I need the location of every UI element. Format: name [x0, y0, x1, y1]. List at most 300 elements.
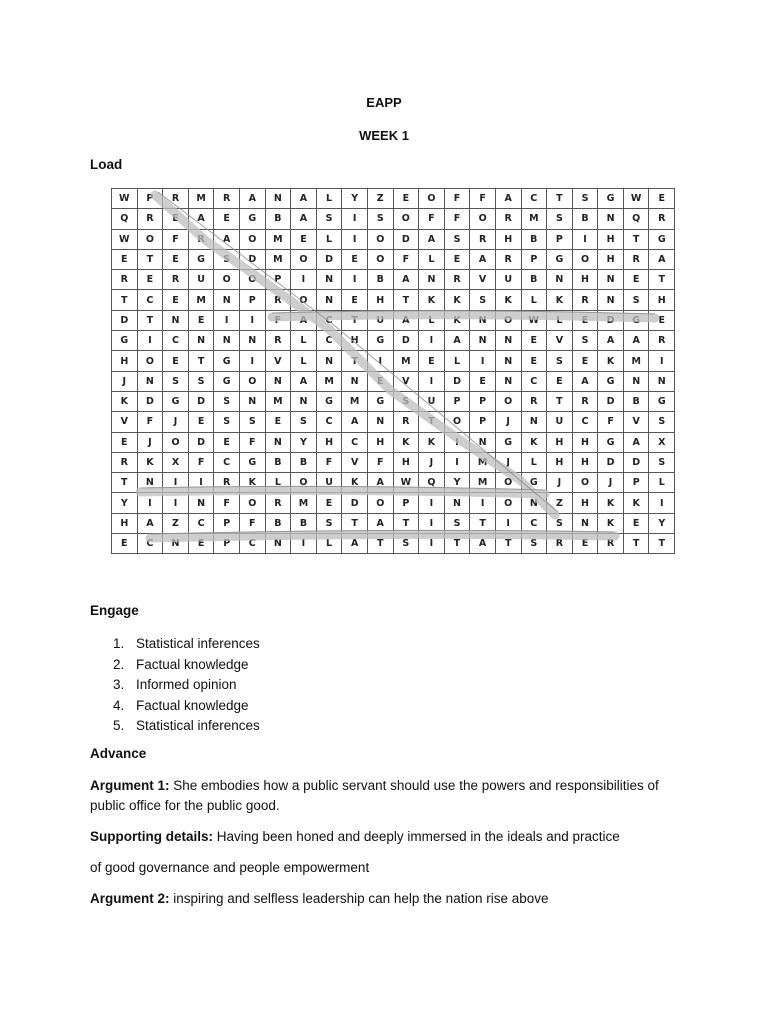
grid-cell: H [572, 270, 598, 290]
grid-cell: T [137, 310, 163, 330]
grid-cell: T [623, 229, 649, 249]
grid-cell: R [112, 270, 138, 290]
grid-cell: H [572, 452, 598, 472]
grid-cell: T [623, 534, 649, 554]
grid-cell: C [188, 513, 214, 533]
grid-cell: I [419, 371, 445, 391]
grid-cell: E [649, 189, 675, 209]
grid-row [112, 473, 675, 493]
grid-cell: L [419, 310, 445, 330]
grid-cell: E [547, 371, 573, 391]
grid-cell: E [112, 534, 138, 554]
grid-cell: P [137, 189, 163, 209]
grid-row [112, 493, 675, 513]
grid-cell: A [137, 513, 163, 533]
grid-cell: S [547, 351, 573, 371]
grid-cell: R [572, 391, 598, 411]
grid-cell: T [112, 290, 138, 310]
grid-cell: N [470, 310, 496, 330]
grid-cell: N [598, 290, 624, 310]
grid-cell: K [444, 310, 470, 330]
grid-cell: E [163, 249, 189, 269]
grid-cell: Y [291, 432, 317, 452]
grid-cell: I [137, 493, 163, 513]
grid-cell: V [623, 412, 649, 432]
list-item: 3. Informed opinion [113, 677, 237, 692]
grid-cell: Q [623, 209, 649, 229]
grid-cell: S [623, 290, 649, 310]
grid-cell: F [163, 229, 189, 249]
supporting-details: Supporting details: Having been honed and deeply immersed in the ideals and practice [90, 829, 620, 844]
grid-cell: S [393, 391, 419, 411]
grid-cell: J [547, 473, 573, 493]
grid-cell: O [495, 493, 521, 513]
grid-cell: N [495, 331, 521, 351]
grid-cell: O [239, 229, 265, 249]
grid-cell: O [367, 493, 393, 513]
grid-cell: Y [649, 513, 675, 533]
grid-cell: G [367, 331, 393, 351]
grid-cell: O [291, 290, 317, 310]
grid-cell: C [163, 331, 189, 351]
grid-cell: D [137, 391, 163, 411]
grid-cell: A [291, 371, 317, 391]
grid-cell: T [470, 513, 496, 533]
grid-cell: R [265, 331, 291, 351]
grid-cell: B [521, 270, 547, 290]
grid-cell: N [444, 493, 470, 513]
grid-cell: S [163, 371, 189, 391]
grid-cell: I [291, 270, 317, 290]
grid-cell: D [623, 452, 649, 472]
grid-cell: B [291, 452, 317, 472]
grid-row [112, 209, 675, 229]
grid-cell: D [393, 229, 419, 249]
grid-cell: G [623, 310, 649, 330]
grid-cell: S [649, 412, 675, 432]
grid-cell: S [316, 513, 342, 533]
grid-cell: I [444, 452, 470, 472]
week-label: WEEK 1 [359, 128, 409, 143]
grid-cell: N [623, 371, 649, 391]
grid-cell: O [367, 229, 393, 249]
grid-cell: Z [547, 493, 573, 513]
grid-row [112, 412, 675, 432]
grid-cell: I [470, 351, 496, 371]
grid-cell: L [316, 534, 342, 554]
grid-cell: N [342, 371, 368, 391]
grid-cell: K [598, 513, 624, 533]
grid-cell: E [367, 371, 393, 391]
grid-cell: T [649, 534, 675, 554]
grid-cell: I [419, 493, 445, 513]
grid-cell: O [419, 189, 445, 209]
grid-cell: U [188, 270, 214, 290]
grid-cell: L [444, 351, 470, 371]
grid-cell: C [316, 412, 342, 432]
grid-cell: M [291, 493, 317, 513]
grid-row [112, 452, 675, 472]
grid-cell: K [521, 432, 547, 452]
grid-cell: A [188, 209, 214, 229]
grid-cell: S [188, 371, 214, 391]
grid-cell: N [572, 513, 598, 533]
grid-cell: W [521, 310, 547, 330]
grid-cell: L [316, 189, 342, 209]
grid-cell: L [291, 351, 317, 371]
grid-cell: V [393, 371, 419, 391]
grid-cell: D [342, 493, 368, 513]
grid-cell: M [265, 391, 291, 411]
grid-cell: I [342, 270, 368, 290]
grid-cell: K [112, 391, 138, 411]
grid-cell: I [419, 534, 445, 554]
grid-cell: N [470, 432, 496, 452]
grid-cell: I [419, 331, 445, 351]
grid-cell: C [316, 310, 342, 330]
grid-cell: E [163, 209, 189, 229]
grid-cell: R [572, 290, 598, 310]
grid-cell: E [649, 310, 675, 330]
grid-cell: R [137, 209, 163, 229]
grid-cell: D [598, 391, 624, 411]
grid-cell: F [265, 310, 291, 330]
grid-cell: O [444, 412, 470, 432]
grid-cell: N [265, 534, 291, 554]
grid-cell: R [188, 229, 214, 249]
grid-cell: P [470, 391, 496, 411]
grid-cell: Z [367, 189, 393, 209]
grid-cell: S [444, 229, 470, 249]
grid-row [112, 534, 675, 554]
grid-cell: H [367, 290, 393, 310]
grid-cell: L [521, 452, 547, 472]
grid-cell: L [521, 290, 547, 310]
grid-cell: A [623, 432, 649, 452]
grid-cell: U [419, 391, 445, 411]
grid-cell: M [393, 351, 419, 371]
grid-cell: C [521, 513, 547, 533]
grid-cell: R [470, 229, 496, 249]
grid-cell: C [521, 371, 547, 391]
grid-cell: A [367, 473, 393, 493]
grid-cell: G [367, 391, 393, 411]
grid-cell: Y [342, 189, 368, 209]
grid-cell: A [214, 229, 240, 249]
list-item: 4. Factual knowledge [113, 697, 249, 713]
grid-cell: G [239, 452, 265, 472]
advance-heading: Advance [90, 746, 147, 761]
grid-cell: E [623, 513, 649, 533]
grid-cell: F [214, 493, 240, 513]
grid-cell: E [521, 331, 547, 351]
grid-cell: N [163, 534, 189, 554]
grid-cell: L [547, 310, 573, 330]
grid-cell: M [521, 209, 547, 229]
grid-cell: K [137, 452, 163, 472]
grid-cell: O [495, 310, 521, 330]
grid-cell: V [547, 331, 573, 351]
grid-cell: R [598, 534, 624, 554]
grid-cell: S [470, 290, 496, 310]
grid-cell: E [188, 534, 214, 554]
grid-cell: H [342, 331, 368, 351]
grid-cell: H [649, 290, 675, 310]
grid-cell: G [649, 391, 675, 411]
grid-cell: K [342, 473, 368, 493]
doc-title: EAPP [366, 95, 402, 110]
grid-cell: O [572, 249, 598, 269]
grid-row [112, 331, 675, 351]
grid-cell: K [393, 432, 419, 452]
grid-cell: L [649, 473, 675, 493]
grid-cell: O [137, 351, 163, 371]
grid-cell: I [495, 513, 521, 533]
grid-cell: X [163, 452, 189, 472]
grid-cell: F [316, 452, 342, 472]
grid-cell: S [214, 391, 240, 411]
grid-cell: M [188, 189, 214, 209]
grid-cell: O [470, 209, 496, 229]
grid-row [112, 229, 675, 249]
grid-cell: E [291, 229, 317, 249]
grid-cell: K [598, 351, 624, 371]
grid-cell: G [598, 189, 624, 209]
grid-cell: H [547, 432, 573, 452]
grid-cell: E [521, 351, 547, 371]
grid-cell: I [444, 432, 470, 452]
grid-cell: N [137, 371, 163, 391]
grid-cell: J [495, 412, 521, 432]
grid-cell: S [547, 209, 573, 229]
grid-cell: I [367, 351, 393, 371]
grid-cell: O [495, 473, 521, 493]
grid-cell: M [470, 473, 496, 493]
grid-cell: A [572, 371, 598, 391]
grid-cell: B [572, 209, 598, 229]
grid-cell: R [623, 249, 649, 269]
grid-cell: I [163, 473, 189, 493]
grid-cell: G [598, 371, 624, 391]
grid-cell: E [214, 432, 240, 452]
grid-cell: N [495, 371, 521, 391]
grid-cell: H [572, 493, 598, 513]
grid-cell: T [393, 513, 419, 533]
grid-cell: O [291, 249, 317, 269]
grid-cell: C [342, 432, 368, 452]
grid-cell: R [112, 452, 138, 472]
grid-cell: S [316, 209, 342, 229]
grid-cell: D [188, 432, 214, 452]
grid-cell: D [598, 452, 624, 472]
grid-cell: G [239, 209, 265, 229]
grid-cell: D [239, 249, 265, 269]
grid-cell: C [521, 189, 547, 209]
grid-cell: T [367, 534, 393, 554]
grid-cell: F [419, 209, 445, 229]
grid-cell: M [188, 290, 214, 310]
grid-cell: S [291, 412, 317, 432]
grid-cell: I [470, 493, 496, 513]
grid-cell: L [291, 331, 317, 351]
grid-cell: G [598, 432, 624, 452]
grid-cell: C [214, 452, 240, 472]
grid-cell: O [291, 473, 317, 493]
grid-cell: F [188, 452, 214, 472]
grid-cell: B [265, 513, 291, 533]
grid-cell: T [112, 473, 138, 493]
grid-cell: P [214, 534, 240, 554]
grid-cell: M [316, 371, 342, 391]
grid-cell: L [316, 229, 342, 249]
grid-cell: J [163, 412, 189, 432]
grid-cell: K [419, 432, 445, 452]
grid-cell: R [649, 209, 675, 229]
grid-cell: E [188, 310, 214, 330]
grid-cell: F [444, 209, 470, 229]
grid-cell: S [521, 534, 547, 554]
grid-cell: E [419, 351, 445, 371]
grid-cell: A [367, 513, 393, 533]
grid-cell: H [112, 351, 138, 371]
grid-cell: R [521, 391, 547, 411]
argument-1: Argument 1: She embodies how a public servant should use the powers and responsibilities of public office for the public good. [90, 778, 659, 813]
grid-cell: H [112, 513, 138, 533]
grid-row [112, 290, 675, 310]
grid-cell: P [444, 391, 470, 411]
grid-cell: E [163, 351, 189, 371]
grid-cell: I [214, 310, 240, 330]
grid-cell: O [239, 270, 265, 290]
grid-cell: M [470, 452, 496, 472]
grid-cell: S [367, 209, 393, 229]
grid-cell: T [649, 270, 675, 290]
grid-cell: A [598, 331, 624, 351]
grid-cell: U [316, 473, 342, 493]
grid-cell: S [214, 249, 240, 269]
grid-cell: H [598, 249, 624, 269]
grid-cell: F [137, 412, 163, 432]
grid-cell: A [393, 310, 419, 330]
grid-cell: N [188, 493, 214, 513]
grid-cell: M [265, 249, 291, 269]
grid-row [112, 249, 675, 269]
grid-cell: N [316, 351, 342, 371]
grid-cell: Z [163, 513, 189, 533]
grid-cell: J [419, 452, 445, 472]
grid-cell: E [137, 270, 163, 290]
grid-cell: T [342, 310, 368, 330]
grid-cell: S [214, 412, 240, 432]
grid-cell: C [137, 534, 163, 554]
grid-cell: O [163, 432, 189, 452]
grid-cell: O [495, 391, 521, 411]
grid-cell: R [163, 189, 189, 209]
grid-cell: V [470, 270, 496, 290]
grid-cell: O [239, 371, 265, 391]
grid-cell: I [649, 351, 675, 371]
grid-cell: R [495, 249, 521, 269]
grid-cell: F [470, 189, 496, 209]
grid-cell: B [265, 452, 291, 472]
grid-row [112, 432, 675, 452]
grid-cell: A [291, 209, 317, 229]
grid-cell: R [444, 270, 470, 290]
grid-cell: E [112, 249, 138, 269]
grid-cell: I [649, 493, 675, 513]
grid-cell: N [521, 493, 547, 513]
grid-cell: G [495, 432, 521, 452]
grid-cell: P [214, 513, 240, 533]
grid-cell: T [444, 534, 470, 554]
grid-cell: T [137, 249, 163, 269]
grid-cell: N [598, 270, 624, 290]
grid-cell: G [547, 249, 573, 269]
grid-cell: R [265, 290, 291, 310]
grid-cell: K [239, 473, 265, 493]
grid-cell: W [112, 189, 138, 209]
grid-cell: E [214, 209, 240, 229]
grid-cell: A [393, 270, 419, 290]
grid-cell: T [393, 290, 419, 310]
grid-cell: T [419, 412, 445, 432]
grid-cell: G [214, 371, 240, 391]
grid-cell: D [598, 310, 624, 330]
grid-cell: D [444, 371, 470, 391]
grid-cell: N [470, 331, 496, 351]
grid-cell: R [265, 493, 291, 513]
grid-cell: R [649, 331, 675, 351]
supporting-details-cont: of good governance and people empowerment [90, 860, 370, 875]
grid-cell: P [265, 270, 291, 290]
grid-cell: E [572, 351, 598, 371]
grid-cell: C [316, 331, 342, 351]
grid-cell: I [239, 310, 265, 330]
grid-cell: N [214, 290, 240, 310]
grid-cell: N [239, 391, 265, 411]
grid-cell: S [649, 452, 675, 472]
grid-cell: A [291, 310, 317, 330]
grid-cell: B [521, 229, 547, 249]
grid-cell: N [547, 270, 573, 290]
grid-cell: N [291, 391, 317, 411]
grid-cell: H [393, 452, 419, 472]
grid-cell: M [623, 351, 649, 371]
grid-cell: J [112, 371, 138, 391]
grid-cell: H [316, 432, 342, 452]
grid-cell: R [547, 534, 573, 554]
grid-cell: Y [444, 473, 470, 493]
grid-cell: N [316, 290, 342, 310]
grid-cell: N [188, 331, 214, 351]
grid-cell: F [598, 412, 624, 432]
grid-cell: N [214, 331, 240, 351]
grid-cell: A [649, 249, 675, 269]
grid-cell: N [598, 209, 624, 229]
grid-cell: A [291, 189, 317, 209]
grid-cell: G [163, 391, 189, 411]
grid-cell: G [316, 391, 342, 411]
grid-cell: E [623, 270, 649, 290]
grid-cell: A [239, 189, 265, 209]
grid-cell: N [316, 270, 342, 290]
grid-cell: U [547, 412, 573, 432]
grid-cell: N [521, 412, 547, 432]
grid-cell: Y [112, 493, 138, 513]
grid-cell: N [649, 371, 675, 391]
grid-cell: D [112, 310, 138, 330]
grid-cell: H [598, 229, 624, 249]
